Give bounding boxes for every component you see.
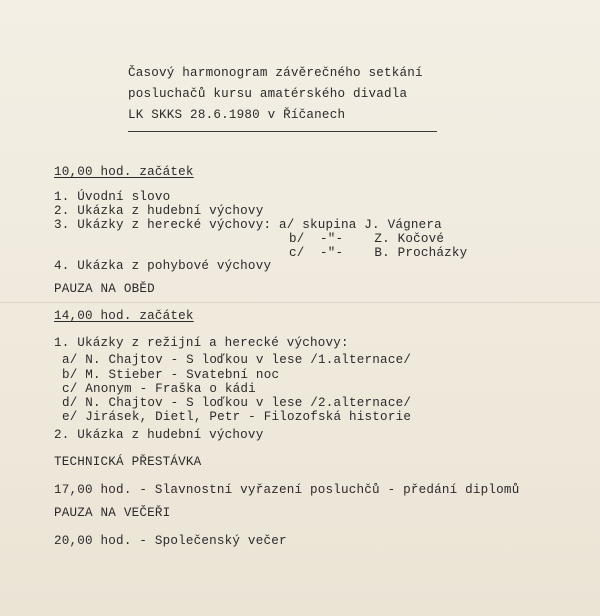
- block1-item-3: 3. Ukázky z herecké výchovy: a/ skupina J. Vágnera: [54, 218, 442, 232]
- block1-item-2: 2. Ukázka z hudební výchovy: [54, 204, 264, 218]
- ceremony-line: 17,00 hod. - Slavnostní vyřazení posluchčů - předání diplomů: [54, 483, 520, 497]
- dinner-pause: PAUZA NA VEČEŘI: [54, 506, 171, 520]
- block2-subitem-b: b/ M. Stieber - Svatební noc: [62, 368, 280, 382]
- block1-item-3c: c/ -"- B. Procházky: [289, 246, 468, 260]
- block1-item-1: 1. Úvodní slovo: [54, 190, 171, 204]
- block2-subitem-d: d/ N. Chajtov - S loďkou v lese /2.alternace/: [62, 396, 412, 410]
- paper-fold: [0, 302, 600, 303]
- title-line-1: Časový harmonogram závěrečného setkání: [128, 66, 423, 80]
- title-underline: [128, 131, 437, 132]
- evening-line: 20,00 hod. - Společenský večer: [54, 534, 287, 548]
- title-line-2: posluchačů kursu amatérského divadla: [128, 87, 408, 101]
- lunch-pause: PAUZA NA OBĚD: [54, 282, 155, 296]
- block2-heading: 14,00 hod. začátek: [54, 309, 194, 323]
- block1-heading: 10,00 hod. začátek: [54, 165, 194, 179]
- block2-subitem-c: c/ Anonym - Fraška o kádi: [62, 382, 256, 396]
- block1-item-4: 4. Ukázka z pohybové výchovy: [54, 259, 272, 273]
- block2-item-2: 2. Ukázka z hudební výchovy: [54, 428, 264, 442]
- block2-intro: 1. Ukázky z režijní a herecké výchovy:: [54, 336, 349, 350]
- block2-subitem-a: a/ N. Chajtov - S loďkou v lese /1.alternace/: [62, 353, 412, 367]
- technical-break: TECHNICKÁ PŘESTÁVKA: [54, 455, 202, 469]
- block2-subitem-e: e/ Jirásek, Dietl, Petr - Filozofská historie: [62, 410, 412, 424]
- block1-item-3b: b/ -"- Z. Kočové: [289, 232, 445, 246]
- title-line-3: LK SKKS 28.6.1980 v Říčanech: [128, 108, 346, 122]
